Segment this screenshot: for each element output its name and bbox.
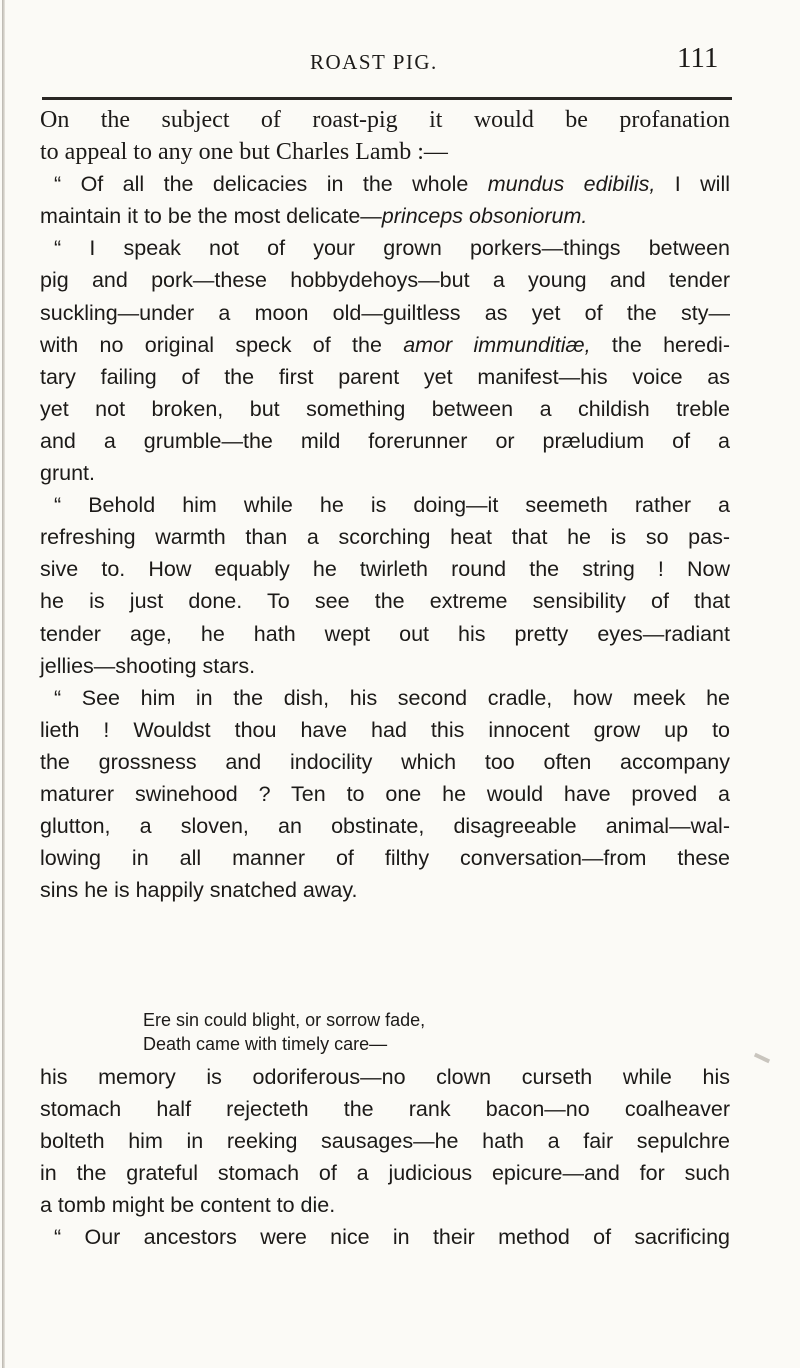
text-run: maintain it to be the most delicate— (40, 204, 382, 229)
text-line: glutton, a sloven, an obstinate, disagreeable animal—wal- (40, 814, 730, 839)
text-run: “ Of all the delicacies in the whole (54, 172, 488, 197)
text-line: tary failing of the first parent yet manifest—his voice as (40, 364, 730, 389)
text-run: I will (655, 172, 731, 197)
verse-quotation (143, 1008, 425, 1056)
ink-mark (754, 1053, 770, 1063)
text-line: a tomb might be content to die. (40, 1193, 336, 1218)
text-line: the grossness and indocility which too often accompany (40, 749, 730, 774)
text-line: “ Our ancestors were nice in their method of sacrificing (54, 1225, 730, 1250)
latin-phrase: princeps obsoniorum. (381, 204, 588, 229)
text-line: stomach half rejecteth the rank bacon—no coalheaver (40, 1097, 730, 1122)
main-text-block (40, 104, 730, 906)
text-line: grunt. (40, 461, 95, 486)
text-line: tender age, he hath wept out his pretty eyes—radiant (40, 621, 730, 646)
verse-line: Death came with timely care— (143, 1034, 388, 1054)
verse-line: Ere sin could blight, or sorrow fade, (143, 1010, 426, 1030)
text-line: his memory is odoriferous—no clown curseth while his (40, 1065, 730, 1089)
text-line: sive to. How equably he twirleth round the string ! Now (40, 557, 730, 582)
text-line (40, 329, 730, 361)
text-line: lowing in all manner of filthy conversation—from these (40, 846, 730, 871)
text-line: sins he is happily snatched away. (40, 878, 358, 903)
latin-phrase: mundus edibilis, (487, 172, 656, 197)
text-line: and a grumble—the mild forerunner or præludium of a (40, 428, 730, 453)
text-line: “ I speak not of your grown porkers—things between (54, 236, 730, 261)
text-line: in the grateful stomach of a judicious epicure—and for such (40, 1161, 730, 1186)
text-line: bolteth him in reeking sausages—he hath a fair sepulchre (40, 1129, 730, 1154)
text-line (40, 168, 730, 200)
text-line: he is just done. To see the extreme sensibility of that (40, 589, 730, 614)
text-line: “ Behold him while he is doing—it seemeth rather a (54, 493, 730, 518)
running-title: ROAST PIG. (310, 50, 438, 74)
text-line (40, 200, 730, 232)
text-line: lieth ! Wouldst thou have had this innocent grow up to (40, 717, 730, 742)
text-run: the heredi- (590, 332, 730, 357)
text-line: refreshing warmth than a scorching heat that he is so pas- (40, 525, 730, 550)
text-line: pig and pork—these hobbydehoys—but a young and tender (40, 268, 730, 293)
text-line: On the subject of roast-pig it would be profanation (40, 107, 730, 133)
text-line: “ See him in the dish, his second cradle, how meek he (54, 685, 730, 710)
text-line: jellies—shooting stars. (40, 653, 256, 678)
latin-phrase: amor immunditiæ, (403, 332, 591, 357)
text-line: to appeal to any one but Charles Lamb :— (40, 139, 448, 166)
text-line: yet not broken, but something between a childish treble (40, 396, 730, 421)
continuation-text-block (40, 1061, 730, 1254)
text-line: suckling—under a moon old—guiltless as yet of the sty— (40, 300, 730, 325)
header-rule (42, 97, 732, 100)
page-number: 111 (677, 42, 719, 74)
page-gutter-shadow (2, 0, 5, 1368)
text-run: with no original speck of the (40, 332, 404, 357)
text-line: maturer swinehood ? Ten to one he would have proved a (40, 781, 730, 806)
